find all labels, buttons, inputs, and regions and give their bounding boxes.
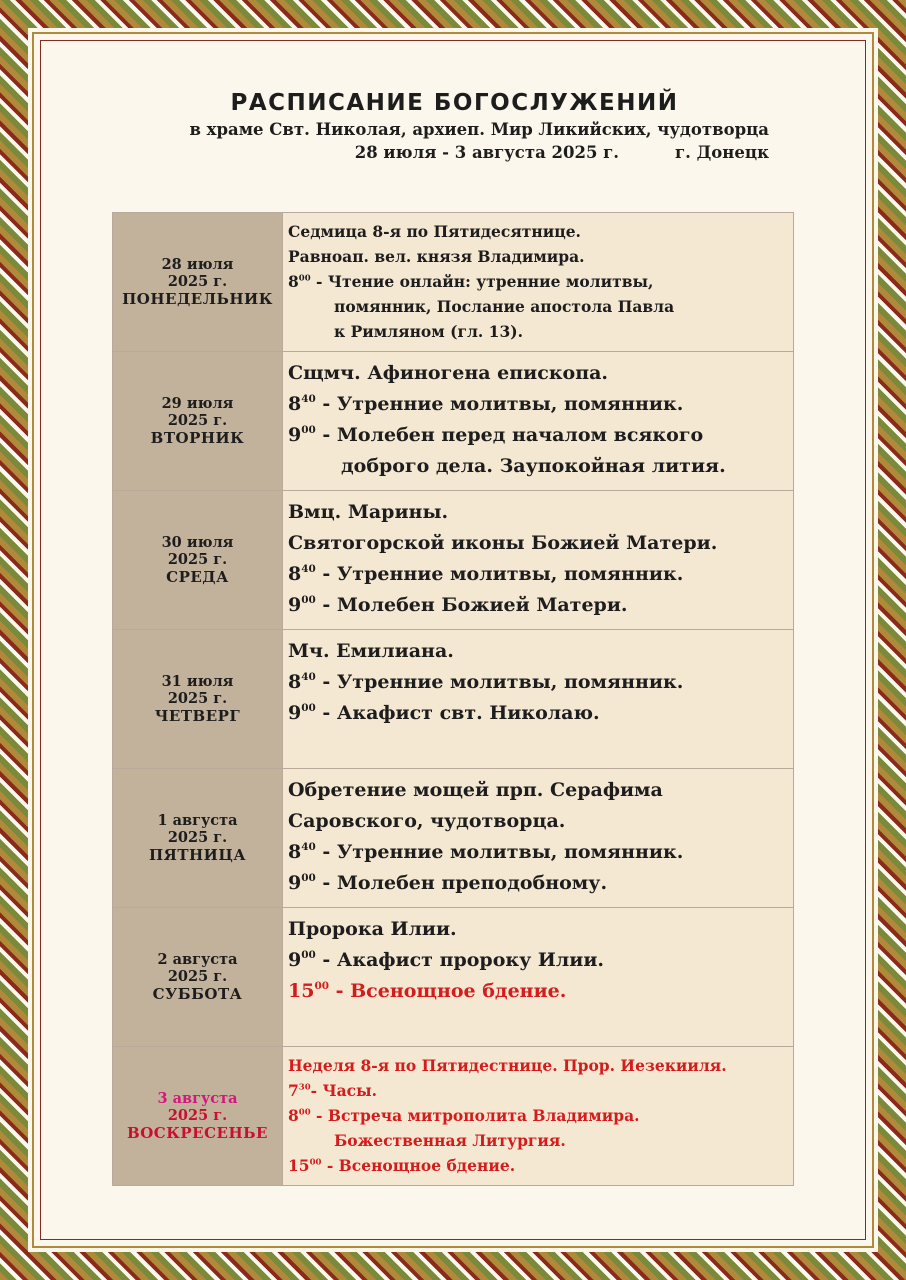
service-text: - Молебен Божией Матери. — [315, 594, 628, 616]
day-cell — [113, 769, 283, 908]
service-hour: 9 — [288, 594, 302, 616]
service-minutes: 00 — [301, 702, 316, 715]
service-text: - Всенощное бдение. — [328, 980, 567, 1002]
service-text: - Часы. — [310, 1081, 378, 1100]
service-text: - Чтение онлайн: утренние молитвы, — [310, 272, 654, 291]
day-weekday: СУББОТА — [152, 985, 243, 1003]
service-hour: 8 — [288, 563, 302, 585]
period-line — [100, 143, 769, 162]
day-cell — [113, 630, 283, 769]
service-text: Пророка Илии. — [288, 918, 457, 940]
day-weekday: СРЕДА — [166, 568, 229, 586]
schedule-row — [113, 352, 794, 491]
service-minutes: 00 — [301, 872, 316, 885]
service-time-line — [288, 698, 789, 729]
service-minutes: 00 — [298, 273, 311, 284]
city: г. Донецк — [675, 143, 769, 162]
service-hour: 9 — [288, 424, 302, 446]
day-cell — [113, 491, 283, 630]
day-cell — [113, 908, 283, 1047]
service-text-line — [288, 1128, 789, 1153]
service-text: Святогорской иконы Божией Матери. — [288, 532, 718, 554]
service-text-line — [288, 358, 789, 389]
service-time-line — [288, 420, 789, 451]
service-text-line — [288, 775, 789, 806]
day-year: 2025 г. — [167, 1107, 228, 1124]
service-hour: 8 — [288, 272, 299, 291]
service-time-line — [288, 945, 789, 976]
service-text: Седмица 8-я по Пятидесятнице. — [288, 222, 581, 241]
day-year: 2025 г. — [167, 829, 228, 846]
day-date: 31 июля — [161, 673, 234, 690]
service-time-line — [288, 976, 789, 1007]
service-text: - Утренние молитвы, помянник. — [315, 393, 684, 415]
day-weekday: ВОСКРЕСЕНЬЕ — [127, 1124, 268, 1142]
services-cell — [283, 213, 794, 352]
schedule-row — [113, 769, 794, 908]
period: 28 июля - 3 августа 2025 г. — [354, 143, 620, 162]
service-text: Сщмч. Афиногена епископа. — [288, 362, 609, 384]
day-date: 29 июля — [161, 395, 234, 412]
service-text: - Молебен преподобному. — [315, 872, 608, 894]
service-text: - Акафист пророку Илии. — [315, 949, 605, 971]
service-text: к Римляном (гл. 13). — [334, 322, 523, 341]
service-minutes: 40 — [301, 393, 316, 406]
service-hour: 9 — [288, 872, 302, 894]
day-date: 2 августа — [157, 951, 238, 968]
service-minutes: 40 — [301, 563, 316, 576]
service-text: - Всенощное бдение. — [321, 1156, 516, 1175]
service-minutes: 30 — [298, 1082, 311, 1093]
page-title: РАСПИСАНИЕ БОГОСЛУЖЕНИЙ — [230, 90, 679, 116]
day-date: 3 августа — [157, 1090, 238, 1107]
day-weekday: ЧЕТВЕРГ — [154, 707, 241, 725]
service-hour: 9 — [288, 702, 302, 724]
day-year: 2025 г. — [167, 551, 228, 568]
service-text: Неделя 8-я по Пятидестнице. Прор. Иезекииля. — [288, 1056, 727, 1075]
day-date: 30 июля — [161, 534, 234, 551]
service-minutes: 00 — [314, 980, 329, 993]
schedule-table — [112, 212, 794, 1186]
services-cell — [283, 491, 794, 630]
day-weekday: ПОНЕДЕЛЬНИК — [122, 290, 273, 308]
day-year: 2025 г. — [167, 273, 228, 290]
service-hour: 15 — [288, 980, 315, 1002]
services-cell — [283, 352, 794, 491]
schedule-row — [113, 908, 794, 1047]
header — [100, 90, 769, 162]
schedule-row — [113, 491, 794, 630]
service-text: Вмц. Марины. — [288, 501, 449, 523]
service-time-line — [288, 559, 789, 590]
service-text-line — [288, 914, 789, 945]
service-hour: 8 — [288, 841, 302, 863]
service-time-line — [288, 389, 789, 420]
day-year: 2025 г. — [167, 412, 228, 429]
service-text: - Утренние молитвы, помянник. — [315, 563, 684, 585]
services-cell — [283, 769, 794, 908]
service-time-line — [288, 667, 789, 698]
service-text-line — [288, 244, 789, 269]
service-minutes: 40 — [301, 671, 316, 684]
service-text: - Встреча митрополита Владимира. — [310, 1106, 640, 1125]
service-time-line — [288, 1078, 789, 1103]
service-time-line — [288, 590, 789, 621]
day-date: 1 августа — [157, 812, 238, 829]
service-text: - Утренние молитвы, помянник. — [315, 841, 684, 863]
service-text: помянник, Послание апостола Павла — [334, 297, 675, 316]
service-hour: 8 — [288, 1106, 299, 1125]
church-subtitle: в храме Свт. Николая, архиеп. Мир Ликийских, чудотворца — [189, 120, 769, 139]
service-minutes: 00 — [301, 594, 316, 607]
service-text-line — [288, 294, 789, 319]
service-text: Божественная Литургия. — [334, 1131, 566, 1150]
schedule-row — [113, 1047, 794, 1186]
day-weekday: ВТОРНИК — [150, 429, 245, 447]
service-text-line — [288, 1053, 789, 1078]
service-text: Мч. Емилиана. — [288, 640, 454, 662]
service-hour: 9 — [288, 949, 302, 971]
service-text: - Акафист свт. Николаю. — [315, 702, 600, 724]
service-text-line — [288, 219, 789, 244]
service-time-line — [288, 1153, 789, 1178]
day-year: 2025 г. — [167, 968, 228, 985]
services-cell — [283, 630, 794, 769]
day-cell — [113, 352, 283, 491]
service-text: Равноап. вел. князя Владимира. — [288, 247, 585, 266]
day-year: 2025 г. — [167, 690, 228, 707]
service-text-line — [288, 528, 789, 559]
service-text: доброго дела. Заупокойная лития. — [341, 455, 726, 477]
service-time-line — [288, 837, 789, 868]
day-cell — [113, 213, 283, 352]
day-date: 28 июля — [161, 256, 234, 273]
service-text: Обретение мощей прп. Серафима — [288, 779, 663, 801]
service-hour: 15 — [288, 1156, 310, 1175]
service-text-line — [288, 451, 789, 482]
service-text-line — [288, 636, 789, 667]
service-hour: 8 — [288, 393, 302, 415]
service-minutes: 00 — [301, 424, 316, 437]
services-cell — [283, 908, 794, 1047]
service-time-line — [288, 1103, 789, 1128]
service-text: Саровского, чудотворца. — [288, 810, 566, 832]
day-cell — [113, 1047, 283, 1186]
service-minutes: 00 — [301, 949, 316, 962]
service-text: - Утренние молитвы, помянник. — [315, 671, 684, 693]
service-text-line — [288, 806, 789, 837]
service-text-line — [288, 497, 789, 528]
service-time-line — [288, 868, 789, 899]
service-minutes: 00 — [298, 1107, 311, 1118]
service-text-line — [288, 319, 789, 344]
service-hour: 7 — [288, 1081, 299, 1100]
schedule-row — [113, 630, 794, 769]
service-hour: 8 — [288, 671, 302, 693]
service-text: - Молебен перед началом всякого — [315, 424, 704, 446]
service-minutes: 40 — [301, 841, 316, 854]
service-time-line — [288, 269, 789, 294]
service-minutes: 00 — [309, 1157, 322, 1168]
day-weekday: ПЯТНИЦА — [148, 846, 247, 864]
services-cell — [283, 1047, 794, 1186]
schedule-row — [113, 213, 794, 352]
